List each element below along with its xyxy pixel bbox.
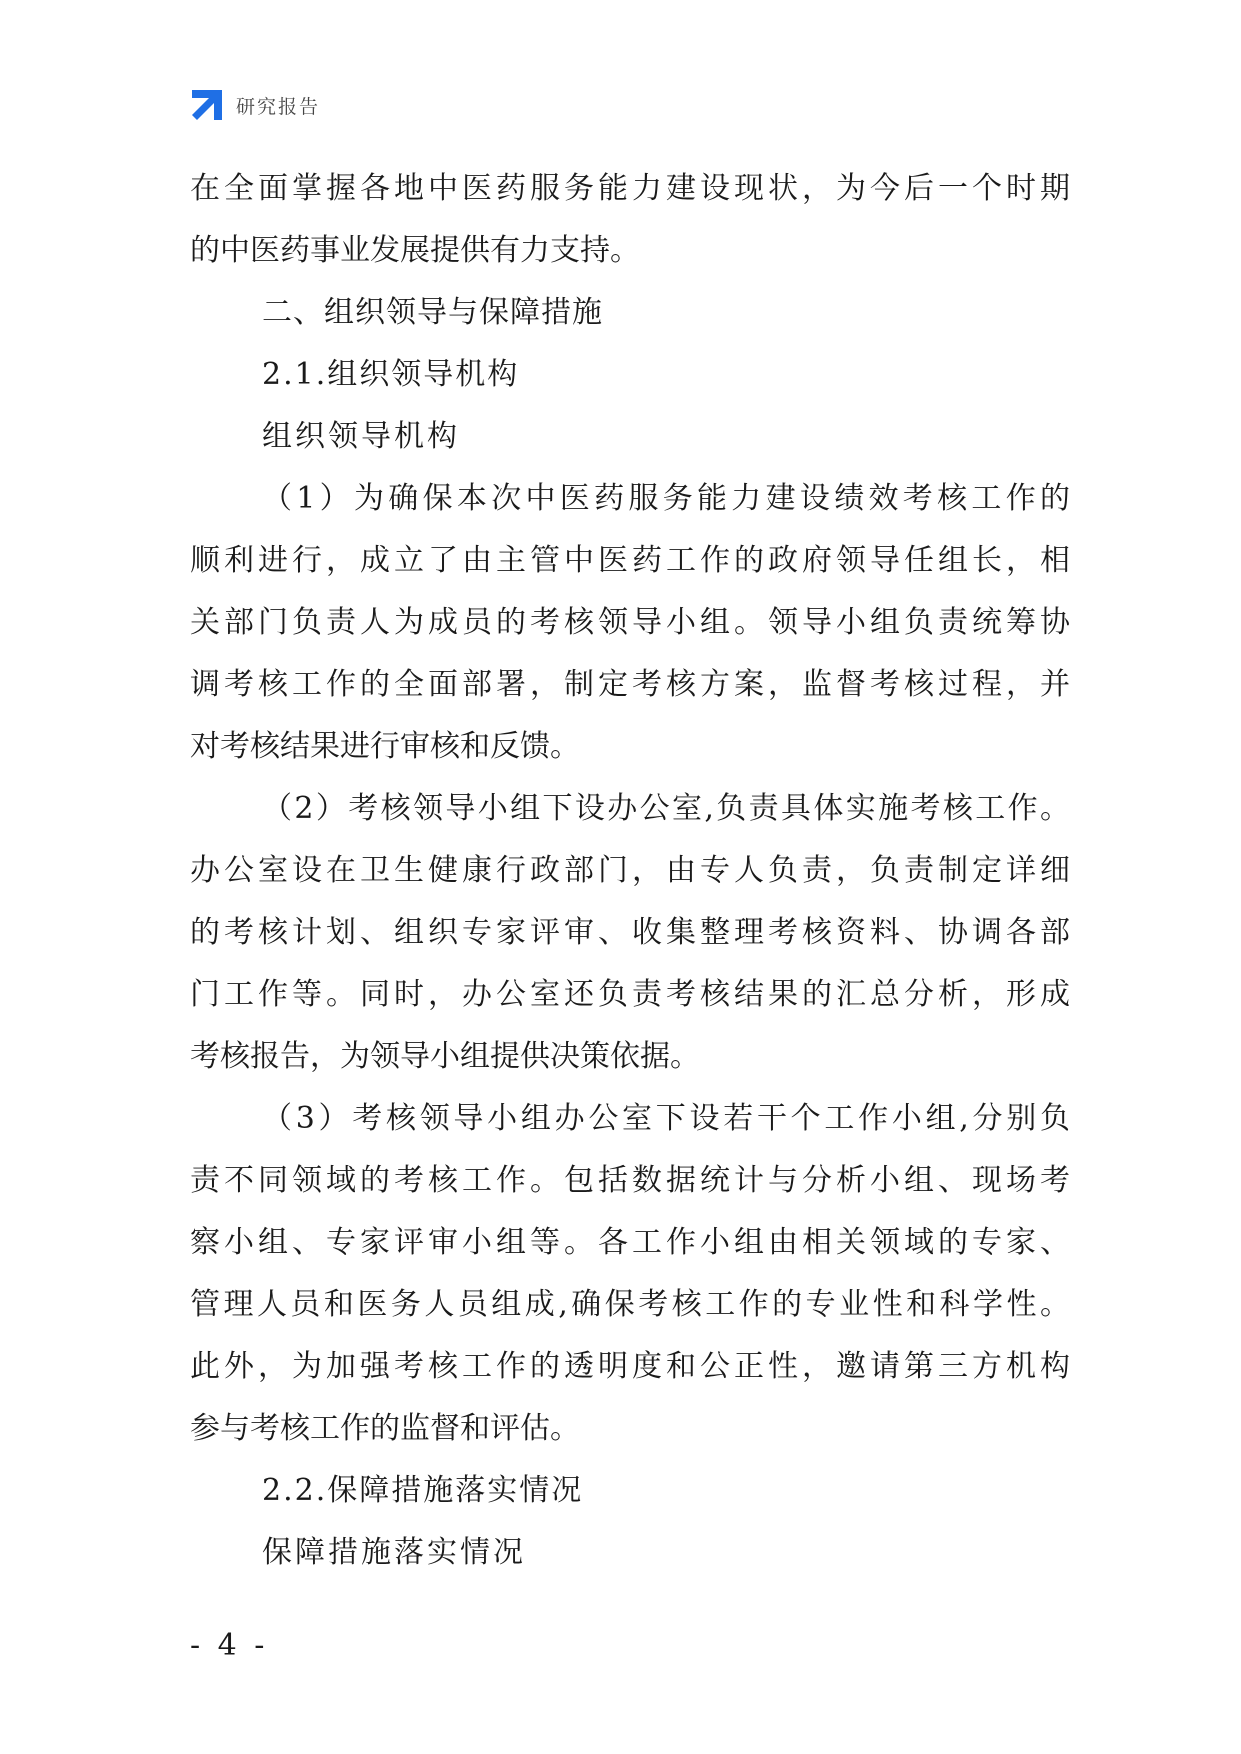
paragraph-line: 顺利进行，成立了由主管中医药工作的政府领导任组长，相 (190, 543, 1070, 578)
intro-line: 的中医药事业发展提供有力支持。 (190, 233, 640, 268)
subsection-heading: 2.2.保障措施落实情况 (262, 1473, 584, 1508)
subsection-label: 保障措施落实情况 (262, 1535, 526, 1570)
document-body (190, 158, 1070, 1584)
header-title: 研究报告 (236, 95, 321, 118)
paragraph-line: 责不同领域的考核工作。包括数据统计与分析小组、现场考 (190, 1163, 1070, 1198)
subsection-heading: 2.1.组织领导机构 (262, 357, 520, 392)
paragraph-line: 参与考核工作的监督和评估。 (190, 1411, 580, 1446)
paragraph-line: 对考核结果进行审核和反馈。 (190, 729, 580, 764)
intro-line: 在全面掌握各地中医药服务能力建设现状，为今后一个时期 (190, 171, 1070, 206)
subsection-label: 组织领导机构 (262, 419, 460, 454)
paragraph-line: （3）考核领导小组办公室下设若干个工作小组,分别负 (262, 1101, 1070, 1136)
page-header (190, 88, 320, 122)
paragraph-line: 管理人员和医务人员组成,确保考核工作的专业性和科学性。 (190, 1287, 1070, 1322)
paragraph-line: 关部门负责人为成员的考核领导小组。领导小组负责统筹协 (190, 605, 1070, 640)
paragraph-line: 的考核计划、组织专家评审、收集整理考核资料、协调各部 (190, 915, 1070, 950)
page-number: - 4 - (190, 1628, 269, 1663)
paragraph-line: 察小组、专家评审小组等。各工作小组由相关领域的专家、 (190, 1225, 1070, 1260)
paragraph-line: （2）考核领导小组下设办公室,负责具体实施考核工作。 (262, 791, 1070, 826)
paragraph-line: 此外，为加强考核工作的透明度和公正性，邀请第三方机构 (190, 1349, 1070, 1384)
paragraph-line: 调考核工作的全面部署，制定考核方案，监督考核过程，并 (190, 667, 1070, 702)
paragraph-line: （1）为确保本次中医药服务能力建设绩效考核工作的 (262, 481, 1070, 516)
paragraph-line: 考核报告，为领导小组提供决策依据。 (190, 1039, 700, 1074)
section-heading: 二、组织领导与保障措施 (262, 295, 603, 330)
arrow-logo-icon (190, 88, 224, 122)
paragraph-line: 门工作等。同时，办公室还负责考核结果的汇总分析，形成 (190, 977, 1070, 1012)
paragraph-line: 办公室设在卫生健康行政部门，由专人负责，负责制定详细 (190, 853, 1070, 888)
